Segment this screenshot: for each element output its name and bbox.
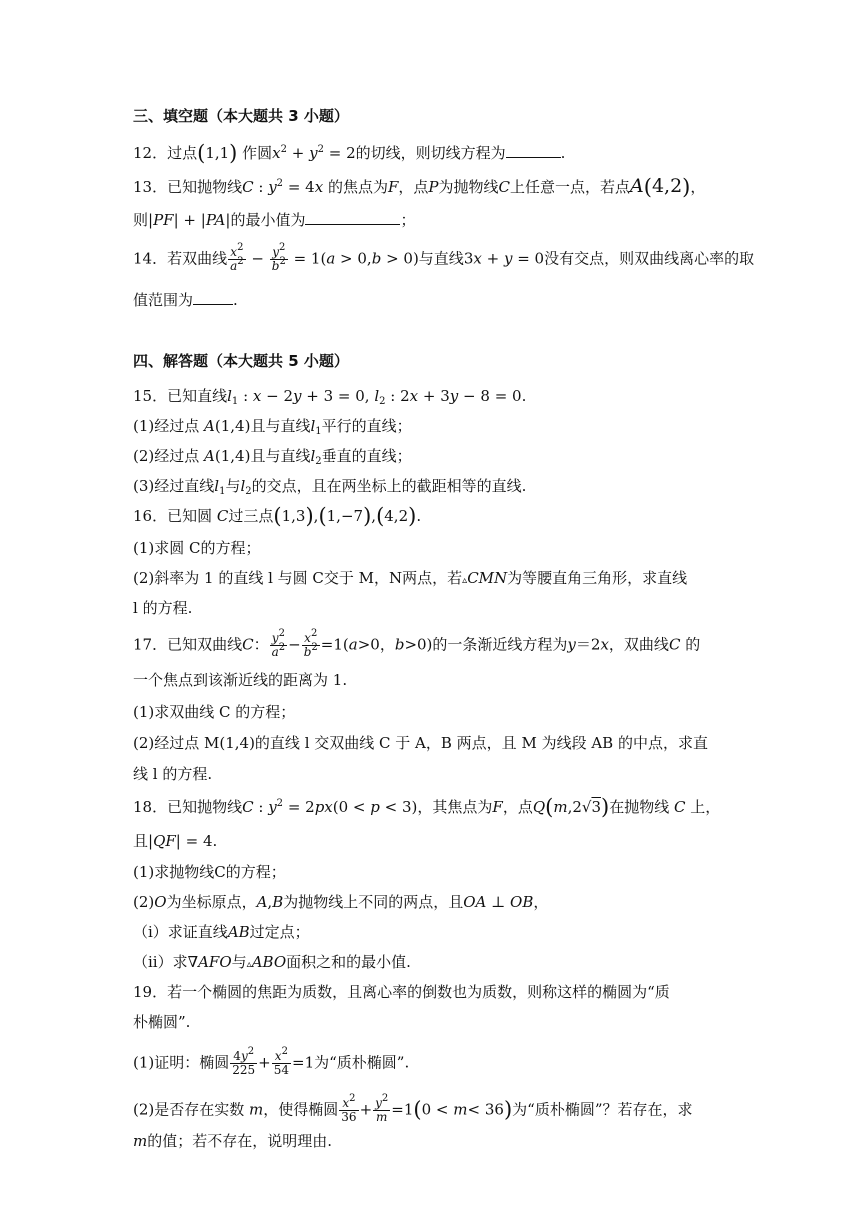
question-15: 15．已知直线$l_1$ : x − 2y + 3 = 0, $l_2$ : 2x + 3y − 8 = 0. [133,387,527,407]
math-circle-eq: $x^2 + y^2 = 2$ [272,144,356,162]
section-heading-answers: 四、解答题（本大题共 5 小题） [133,352,349,370]
question-18: 18．已知抛物线C : $y^2 = 2px(0 < p < 3)$，其焦点为F，点Q(m,2√3)在抛物线 C 上， [133,795,721,819]
math-point-A: A(4,2) [630,175,691,199]
question-18-part-2: (2)O为坐标原点，A,B为抛物线上不同的两点，且OA ⊥ OB， [133,893,549,911]
answer-blank[interactable] [305,210,400,225]
section-heading-fill-in: 三、填空题（本大题共 3 小题） [133,107,349,125]
math-point: (1,1) [197,141,238,165]
question-15-part-3: (3)经过直线$l_1$与$l_2$的交点，且在两坐标上的截距相等的直线. [133,477,527,497]
question-16: 16．已知圆 C过三点(1,3),(1,−7),(4,2). [133,504,422,528]
question-17-part-2-cont: 线 l 的方程. [133,765,213,783]
question-13-line-2: 则|PF| + |PA|的最小值为 ； [133,211,416,229]
question-14-line-1: 14．若双曲线 $\frac{x^2}{a^2}$ − $\frac{y^2}{b^2}$ = 1(a > 0,b > 0)与直线3x + y = 0没有交点，则双曲线离心率的取 [133,242,755,273]
question-19: 19．若一个椭圆的焦距为质数，且离心率的倒数也为质数，则称这样的椭圆为“质 [133,983,670,1001]
question-16-part-2: (2)斜率为 1 的直线 l 与圆 C交于 M，N两点，若▵CMN为等腰直角三角形，求直线 [133,569,688,587]
question-19-line-2: 朴椭圆”. [133,1013,191,1031]
question-14-line-2: 值范围为 . [133,291,238,309]
question-18-part-2-ii: （ii）求∇AFO与▵ABO面积之和的最小值. [133,953,411,971]
question-15-part-2: (2)经过点 A(1,4)且与直线$l_2$垂直的直线； [133,447,412,467]
math-abs-sum: |PF| + |PA| [148,211,231,229]
question-19-part-2: (2)是否存在实数 m，使得椭圆 $\frac{x^2}{36}$ + $\frac{y^2}{m}$ =1(0 < m< 36)为“质朴椭圆”？若存在，求 [133,1093,693,1124]
question-19-part-2-cont: m的值；若不存在，说明理由. [133,1132,333,1150]
question-13-line-1: 13．已知抛物线C : $y^2 = 4x$ 的焦点为F，点P为抛物线C上任意一点，若点A(4,2)， [133,175,706,199]
question-15-part-1: (1)经过点 A(1,4)且与直线$l_1$平行的直线； [133,417,412,437]
question-17-part-2: (2)经过点 M(1,4)的直线 l 交双曲线 C 于 A，B 两点，且 M 为线段 AB 的中点，求直 [133,734,708,752]
question-18-part-1: (1)求抛物线C的方程； [133,863,286,881]
math-points: (1,3),(1,−7),(4,2) [273,504,417,528]
question-16-part-1: (1)求圆 C的方程； [133,539,261,557]
question-19-part-1: (1)证明：椭圆 $\frac{4y^2}{225}$ + $\frac{x^2}{54}$ =1为“质朴椭圆”. [133,1046,410,1077]
question-12: 12．过点(1,1) 作圆$x^2 + y^2 = 2$的切线，则切线方程为 . [133,141,566,165]
answer-blank[interactable] [193,290,233,305]
question-17: 17．已知双曲线C： $\frac{y^2}{a^2}$ − $\frac{x^2}{b^2}$ =1(a>0，b>0)的一条渐近线方程为y＝2x，双曲线C 的 [133,628,701,659]
math-parabola: C : $y^2 = 4x$ [242,178,324,196]
math-lines: $l_1$ : x − 2y + 3 = 0, $l_2$ : 2x + 3y − 8 = 0 [227,387,522,407]
question-18-line-2: 且|QF| = 4. [133,832,218,850]
answer-blank[interactable] [506,143,561,158]
question-16-part-2-cont: l 的方程. [133,599,193,617]
question-17-part-1: (1)求双曲线 C 的方程； [133,703,296,721]
question-18-part-2-i: （i）求证直线AB过定点； [133,923,310,941]
question-17-line-2: 一个焦点到该渐近线的距离为 1. [133,671,348,689]
